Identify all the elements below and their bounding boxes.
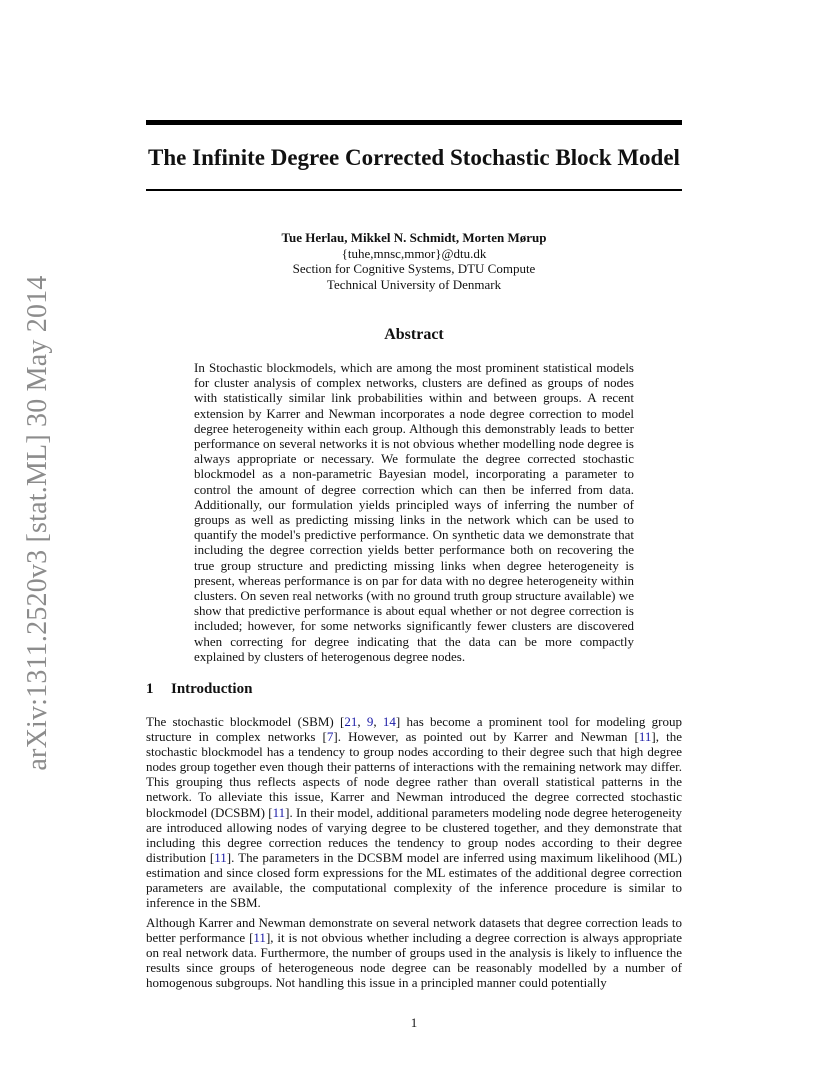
section-number: 1 <box>146 681 154 697</box>
paragraph-text: ]. In their model, additional parameters modeling node degree heterogeneity are introduced allowing nodes of varying degree to be clustered together, and they demonstrate that including this degree correction reduces the tendency to group nodes according to their degree distribution [ <box>146 804 682 865</box>
paper-title: The Infinite Degree Corrected Stochastic Block Model <box>148 145 680 170</box>
paragraph-text: ] has become a prominent tool for modeling group structure in complex networks [ <box>146 714 683 745</box>
citation-link[interactable]: 11 <box>253 930 266 946</box>
author-affiliation: Section for Cognitive Systems, DTU Compute <box>292 261 536 276</box>
arxiv-side-stamp <box>18 275 58 771</box>
citation-separator: , <box>357 714 367 729</box>
paragraph-text: ], the stochastic blockmodel has a tendency to group nodes according to their degree such that high degree nodes group together even though their patterns of interactions with the remaining network may differ. This grouping thus reflects aspects of node degree rather than overall statistical patterns in the network. To alleviate this issue, Karrer and Newman introduced the degree corrected stochastic blockmodel (DCSBM) [ <box>146 729 682 820</box>
citation-link[interactable]: 11 <box>638 729 652 745</box>
citation-link[interactable]: 9 <box>366 714 374 729</box>
citation-separator: , <box>373 714 383 729</box>
page-number: 1 <box>410 1015 418 1030</box>
paragraph-text: Although Karrer and Newman demonstrate on several network datasets that degree correction leads to better performance [ <box>146 915 682 946</box>
paragraph-text: ]. The parameters in the DCSBM model are inferred using maximum likelihood (ML) estimation and since closed form expressions for the ML estimates of the additional degree correction parameters are available, the computational complexity of the inference procedure is similar to inference in the SBM. <box>146 849 682 911</box>
author-names: Tue Herlau, Mikkel N. Schmidt, Morten Mørup <box>281 230 547 245</box>
abstract-text: In Stochastic blockmodels, which are among the most prominent statistical models for cluster analysis of complex networks, clusters are defined as groups of nodes with statistically similar link probabilities within and between groups. A recent extension by Karrer and Newman incorporates a node degree correction to model degree heterogeneity within each group. Although this demonstrably leads to better performance on several networks it is not obvious whether modelling node degree is always appropriate or necessary. We formulate the degree corrected stochastic blockmodel as a non-parametric Bayesian model, incorporating a parameter to control the amount of degree correction which can then be inferred from data. Additionally, our formulation yields principled ways of inferring the number of groups as well as predicting missing links in the network which can be used to quantify the model's predictive performance. On synthetic data we demonstrate that including the degree correction yields better performance both on recovering the true group structure and predicting missing links when degree heterogeneity is present, whereas performance is on par for data with no degree heterogeneity within clusters. On seven real networks (with no ground truth group structure available) we show that predictive performance is about equal whether or not degree correction is included; however, for some networks significantly fewer clusters are discovered when correcting for degree indicating that the data can be more compactly explained by clusters of heterogenous degree nodes. <box>194 360 634 664</box>
section-title: Introduction <box>171 681 253 697</box>
title-top-rule <box>146 120 682 125</box>
arxiv-identifier: arXiv:1311.2520v3 [stat.ML] 30 May 2014 <box>22 275 53 771</box>
abstract-heading: Abstract <box>384 326 444 343</box>
citation-link[interactable]: 11 <box>272 804 286 820</box>
intro-paragraph-1 <box>146 714 682 910</box>
citation-link[interactable]: 14 <box>382 714 396 729</box>
section-heading-introduction <box>146 681 252 698</box>
citation-link[interactable]: 11 <box>214 849 227 865</box>
paragraph-text: The stochastic blockmodel (SBM) [ <box>146 714 345 729</box>
citation-link[interactable]: 21 <box>344 714 358 729</box>
author-block <box>146 230 682 292</box>
author-institution: Technical University of Denmark <box>326 276 502 292</box>
intro-paragraph-2 <box>146 915 682 990</box>
title-bottom-rule <box>146 189 682 191</box>
author-email: {tuhe,mnsc,mmor}@dtu.dk <box>341 245 487 261</box>
citation-link[interactable]: 7 <box>326 729 334 745</box>
paragraph-text: ], it is not obvious whether including a degree correction is always appropriate on real network data. Furthermore, the number of groups used in the analysis is likely to influence the results since groups of heterogeneous node degree can be reasonably modelled by a number of homogenous subgroups. Not handling this issue in a principled manner could potentially <box>146 930 682 991</box>
paragraph-text: ]. However, as pointed out by Karrer and Newman [ <box>333 729 639 745</box>
